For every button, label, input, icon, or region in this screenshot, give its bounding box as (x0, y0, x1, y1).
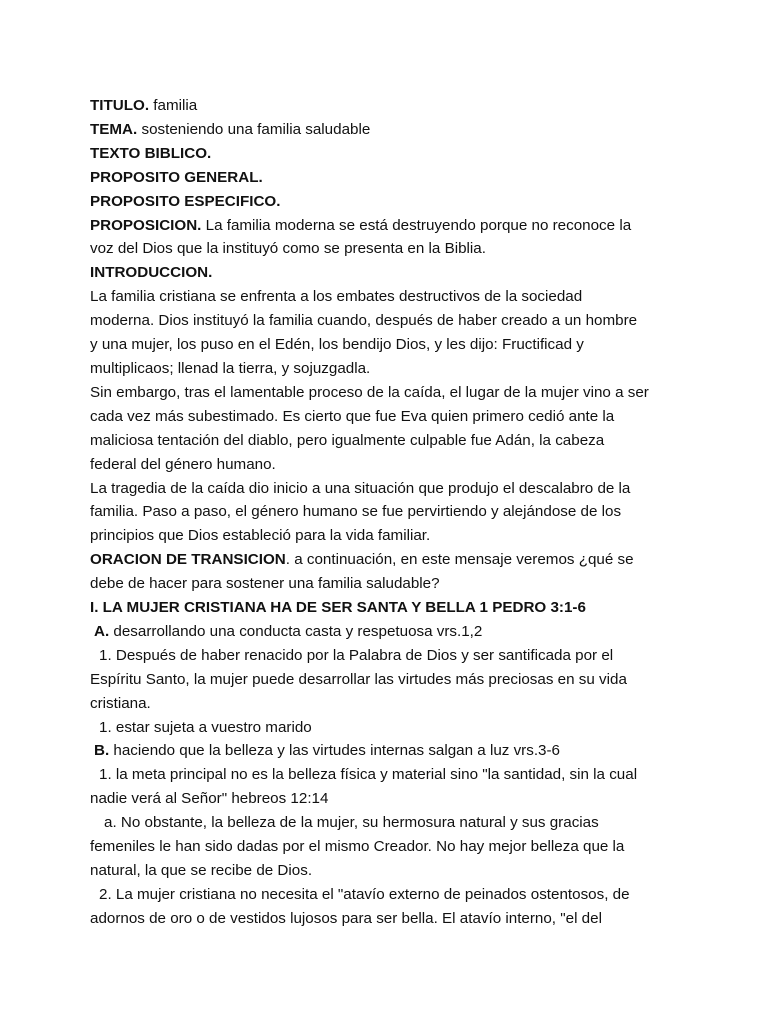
tema-text: sosteniendo una familia saludable (137, 120, 371, 138)
intro-p1-line: moderna. Dios instituyó la familia cuando, después de haber creado a un hombre (90, 312, 638, 330)
proposicion-text-2: voz del Dios que la instituyó como se presenta en la Biblia. (90, 240, 486, 258)
texto-biblico-label: TEXTO BIBLICO. (90, 144, 212, 162)
proposito-general-label: PROPOSITO GENERAL. (90, 168, 263, 186)
proposicion-line (90, 214, 710, 238)
transicion-text-2: debe de hacer para sostener una familia saludable? (90, 575, 440, 593)
proposicion-label: PROPOSICION. (90, 216, 202, 234)
intro-p2-line: Sin embargo, tras el lamentable proceso de la caída, el lugar de la mujer vino a ser (90, 383, 649, 401)
intro-p1-line: y una mujer, los puso en el Edén, los bendijo Dios, y les dijo: Fructificad y (90, 336, 584, 354)
point-a1-line: 1. Después de haber renacido por la Palabra de Dios y ser santificada por el (99, 646, 614, 664)
point-a2-line: 1. estar sujeta a vuestro marido (99, 718, 312, 736)
point-b2-line: adornos de oro o de vestidos lujosos para ser bella. El atavío interno, "el del (90, 909, 602, 927)
tema-line (90, 118, 710, 142)
titulo-line (90, 94, 710, 118)
point-a-line (90, 620, 710, 644)
point-b-label: B. (94, 742, 110, 760)
point-b1-line: nadie verá al Señor" hebreos 12:14 (90, 790, 329, 808)
point-a1-line: Espíritu Santo, la mujer puede desarrollar las virtudes más preciosas en su vida (90, 670, 627, 688)
point-b1a-line: natural, la que se recibe de Dios. (90, 862, 313, 879)
proposicion-text-1: La familia moderna se está destruyendo porque no reconoce la (201, 216, 632, 234)
intro-p2-line: cada vez más subestimado. Es cierto que fue Eva quien primero cedió ante la (90, 407, 615, 425)
titulo-text: familia (149, 97, 198, 114)
point-a-text: desarrollando una conducta casta y respetuosa vrs.1,2 (109, 622, 483, 640)
intro-p3-line: La tragedia de la caída dio inicio a una situación que produjo el descalabro de la (90, 479, 631, 497)
section-1-heading: I. LA MUJER CRISTIANA HA DE SER SANTA Y BELLA 1 PEDRO 3:1-6 (90, 599, 586, 617)
intro-p3-line: familia. Paso a paso, el género humano se fue pervirtiendo y alejándose de los (90, 503, 622, 521)
point-a-label: A. (94, 622, 110, 640)
point-b1a-line: femeniles le han sido dadas por el mismo Creador. No hay mejor belleza que la (90, 838, 625, 856)
point-a1-line: cristiana. (90, 694, 151, 712)
intro-p2-line: maliciosa tentación del diablo, pero igualmente culpable fue Adán, la cabeza (90, 431, 605, 449)
titulo-label: TITULO. (90, 97, 150, 114)
introduccion-label: INTRODUCCION. (90, 264, 213, 282)
tema-label: TEMA. (90, 120, 138, 138)
point-b-line (90, 739, 710, 763)
point-b1a-line: a. No obstante, la belleza de la mujer, su hermosura natural y sus gracias (104, 814, 599, 832)
transicion-line (90, 548, 710, 572)
point-b-text: haciendo que la belleza y las virtudes internas salgan a luz vrs.3-6 (109, 742, 561, 760)
point-b1-line: 1. la meta principal no es la belleza física y material sino "la santidad, sin la cual (99, 766, 638, 784)
intro-p3-line: principios que Dios estableció para la vida familiar. (90, 527, 431, 545)
proposito-especifico-label: PROPOSITO ESPECIFICO. (90, 192, 281, 210)
transicion-text-1: . a continuación, en este mensaje veremos ¿qué se (285, 551, 634, 569)
intro-p1-line: La familia cristiana se enfrenta a los embates destructivos de la sociedad (90, 288, 583, 306)
intro-p2-line: federal del género humano. (90, 455, 276, 473)
transicion-label: ORACION DE TRANSICION (90, 551, 286, 569)
intro-p1-line: multiplicaos; llenad la tierra, y sojuzgadla. (90, 359, 371, 377)
point-b2-line: 2. La mujer cristiana no necesita el "atavío externo de peinados ostentosos, de (99, 885, 630, 903)
document-page (90, 94, 710, 931)
